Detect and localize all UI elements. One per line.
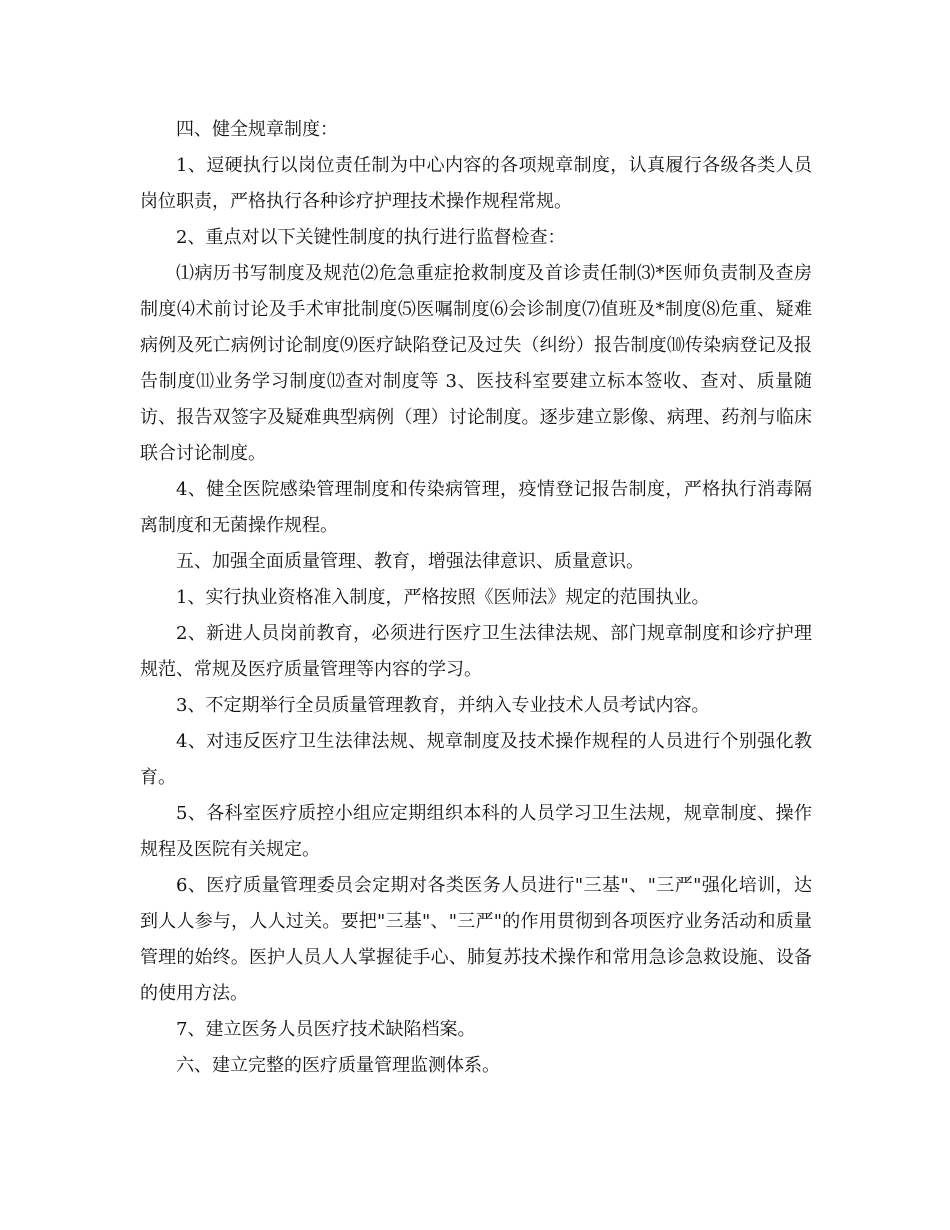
document-page	[140, 112, 812, 1084]
paragraph-4-2-list: ⑴病历书写制度及规范⑵危急重症抢救制度及首诊责任制⑶*医师负责制及查房制度⑷术前讨论及手术审批制度⑸医嘱制度⑹会诊制度⑺值班及*制度⑻危重、疑难病例及死亡病例讨论制度⑼医疗缺陷登记及过失（纠纷）报告制度⑽传染病登记及报告制度⑾业务学习制度⑿查对制度等 3、医技科室要建立标本签收、查对、质量随访、报告双签字及疑难典型病例（理）讨论制度。逐步建立影像、病理、药剂与临床联合讨论制度。	[140, 263, 812, 464]
paragraph-4-2: 2、重点对以下关键性制度的执行进行监督检查：	[176, 227, 566, 248]
paragraph-5-6: 6、医疗质量管理委员会定期对各类医务人员进行"三基"、"三严"强化培训，达到人人参与，人人过关。要把"三基"、"三严"的作用贯彻到各项医疗业务活动和质量管理的始终。医护人员人人掌握徒手心、肺复苏技术操作和常用急诊急救设施、设备的使用方法。	[140, 875, 812, 1004]
paragraph-5-4: 4、对违反医疗卫生法律法规、规章制度及技术操作规程的人员进行个别强化教育。	[140, 731, 812, 788]
paragraph-5-1: 1、实行执业资格准入制度，严格按照《医师法》规定的范围执业。	[176, 587, 710, 608]
paragraph-5-7: 7、建立医务人员医疗技术缺陷档案。	[176, 1019, 476, 1040]
section-heading-4: 四、健全规章制度：	[176, 119, 338, 140]
section-heading-5: 五、加强全面质量管理、教育，增强法律意识、质量意识。	[176, 551, 644, 572]
paragraph-5-5: 5、各科室医疗质控小组应定期组织本科的人员学习卫生法规，规章制度、操作规程及医院有关规定。	[140, 803, 812, 860]
paragraph-4-1: 1、逗硬执行以岗位责任制为中心内容的各项规章制度，认真履行各级各类人员岗位职责，严格执行各种诊疗护理技术操作规程常规。	[140, 155, 812, 212]
paragraph-4-4: 4、健全医院感染管理制度和传染病管理，疫情登记报告制度，严格执行消毒隔离制度和无菌操作规程。	[140, 479, 812, 536]
paragraph-5-2: 2、新进人员岗前教育，必须进行医疗卫生法律法规、部门规章制度和诊疗护理规范、常规及医疗质量管理等内容的学习。	[140, 623, 812, 680]
paragraph-5-3: 3、不定期举行全员质量管理教育，并纳入专业技术人员考试内容。	[176, 695, 710, 716]
section-heading-6: 六、建立完整的医疗质量管理监测体系。	[176, 1055, 500, 1076]
